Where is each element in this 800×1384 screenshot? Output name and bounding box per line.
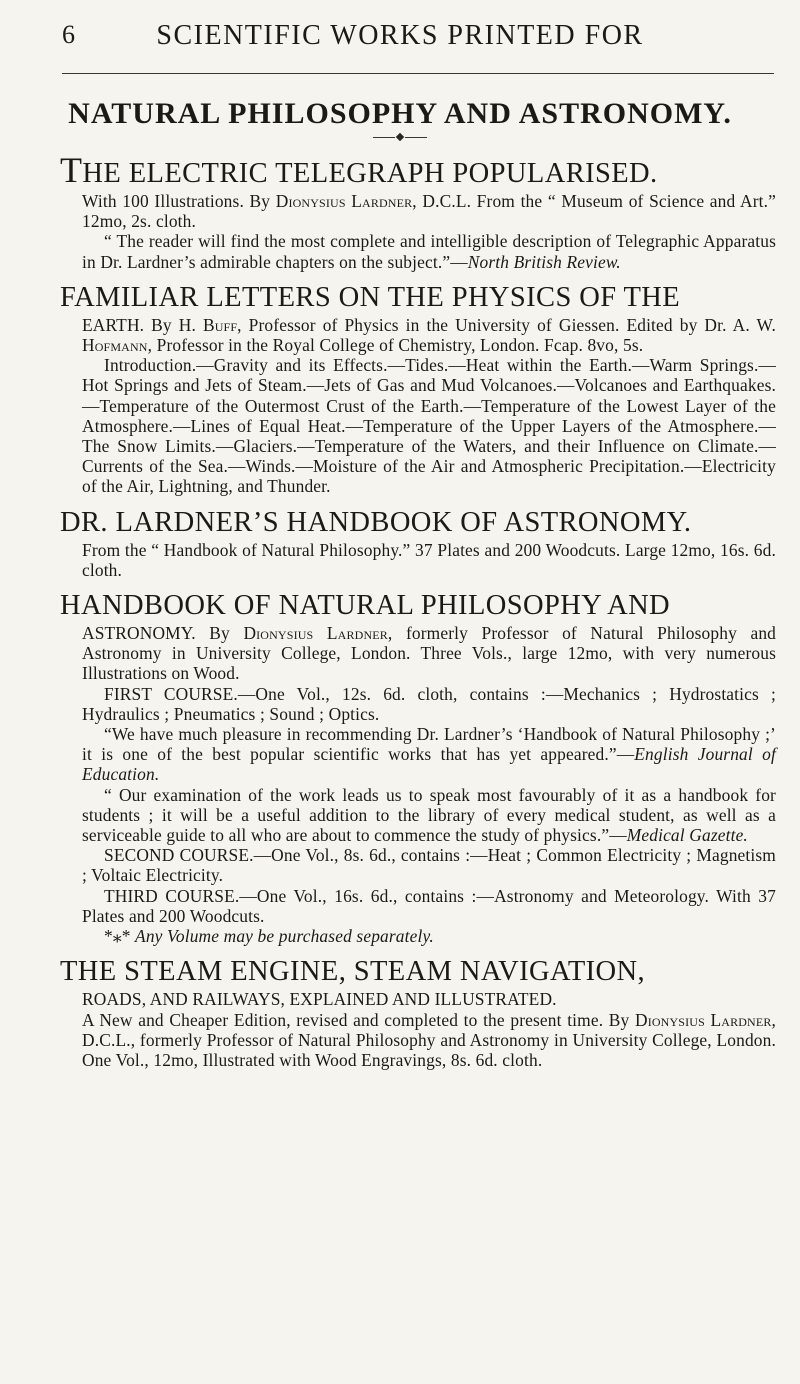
entry-handbook-astronomy [60,506,776,580]
entry-description [82,1010,776,1071]
entry-title-continued: EARTH. [82,314,145,335]
review-source: English Journal of Education. [82,744,776,785]
text-span: With 100 Illustrations. By [82,191,276,211]
text-span: , Professor of Physics in the University of Giessen. Edited by Dr. A. W. [237,314,776,335]
drop-cap: T [60,150,83,190]
second-course: SECOND COURSE.—One Vol., 8s. 6d., contains :—Heat ; Common Electricity ; Magnetism ; Voltaic Electricity. [82,845,776,886]
asterism-icon: *⁎* [104,926,136,947]
contents-list: Introduction.—Gravity and its Effects.—Tides.—Heat within the Earth.—Warm Springs.—Hot Springs and Jets of Steam.—Jets of Gas and Mud Volcanoes.—Volcanoes and Earthquakes.—Temperature of the Outermost Crust of the Earth.—Temperature of the Lowest Layer of the Atmosphere.—Lines of Equal Heat.—Temperature of the Upper Layers of the Atmosphere.—The Snow Limits.—Glaciers.—Temperature of the Waters, and their Influence on Climate.—Currents of the Sea.—Winds.—Moisture of the Air and Atmospheric Precipitation.—Electricity of the Air, Lightning, and Thunder. [82,355,776,497]
entry-steam-engine [60,955,776,1070]
entry-description [82,315,776,355]
review-source: Medical Gazette. [626,825,748,846]
text-span: By H. [144,314,203,335]
author-name: Dionysius Lardner [275,191,413,211]
author-name: Dionysius Lardner [243,623,388,644]
entry-title: THE STEAM ENGINE, STEAM NAVIGATION, [60,956,646,988]
entry-title: DR. LARDNER’S HANDBOOK OF ASTRONOMY. [60,506,692,538]
review-source: North British Review. [467,251,621,272]
entry-description [82,191,776,231]
entry-title-text: HE ELECTRIC TELEGRAPH POPULARISED. [82,158,658,189]
author-name: Dionysius Lardner [634,1009,772,1030]
entry-title [60,150,776,191]
text-span: By [195,623,244,644]
entry-title-continued: ROADS, AND RAILWAYS, EXPLAINED AND ILLUSTRATED. [82,989,557,1010]
review-quote [82,724,776,785]
text-span: , D.C.L. From the “ Museum of Science and Art.” 12mo, 2s. cloth. [82,191,777,232]
diamond-ornament-icon [373,131,427,145]
purchase-note [82,926,776,946]
entry-description: From the “ Handbook of Natural Philosophy.” 37 Plates and 200 Woodcuts. Large 12mo, 16s. 6d. cloth. [82,539,776,580]
text-span: , D.C.L., formerly Professor of Natural Philosophy and Astronomy in University College, London. One Vol., 12mo, Illustrated with Wood Engravings, 8s. 6d. cloth. [82,1009,776,1070]
entry-title: HANDBOOK OF NATURAL PHILOSOPHY AND [60,590,671,622]
entry-description [82,623,776,684]
editor-name: Hofmann [82,335,148,356]
header-rule [62,73,774,74]
third-course: THIRD COURSE.—One Vol., 16s. 6d., contains :—Astronomy and Meteorology. With 37 Plates and 200 Woodcuts. [82,885,776,926]
text-span: “ Our examination of the work leads us to speak most favourably of it as a handbook for students ; it will be a useful addition to the library of every medical student, as well as a serviceable guide to all who are about to commence the study of physics.”— [82,784,776,846]
text-span: “ The reader will find the most complete and intelligible description of Telegraphic Apparatus in Dr. Lardner’s admirable chapters on the subject.”— [82,231,776,272]
catalogue-entries [60,150,777,1073]
review-quote [82,785,776,846]
author-name: Buff [202,314,238,335]
section-title: NATURAL PHILOSOPHY AND ASTRONOMY. [68,97,732,130]
page-number: 6 [62,20,75,49]
text-span: “We have much pleasure in recommending Dr. Lardner’s ‘Handbook of Natural Philosophy ;’ it is one of the best popular scientific works that has yet appeared.”— [82,724,776,765]
purchase-note-text: Any Volume may be purchased separately. [135,926,434,947]
text-span: , formerly Professor of Natural Philosophy and Astronomy in University College, London. Three Vols., large 12mo, with very numerous Illustrations on Wood. [82,623,777,684]
entry-title-continued: ASTRONOMY. [82,623,196,644]
entry-handbook-natural-philosophy [60,589,776,946]
entry-title: FAMILIAR LETTERS ON THE PHYSICS OF THE [60,281,681,313]
text-span: , Professor in the Royal College of Chemistry, London. Fcap. 8vo, 5s. [147,335,644,356]
text-span: A New and Cheaper Edition, revised and completed to the present time. By [82,1009,635,1030]
running-title: SCIENTIFIC WORKS PRINTED FOR [156,20,644,51]
entry-electric-telegraph [60,150,777,272]
entry-familiar-letters [60,281,776,497]
running-head [0,18,800,68]
review-quote [82,231,776,271]
first-course: FIRST COURSE.—One Vol., 12s. 6d. cloth, contains :—Mechanics ; Hydrostatics ; Hydraulics ; Pneumatics ; Sound ; Optics. [82,683,776,724]
